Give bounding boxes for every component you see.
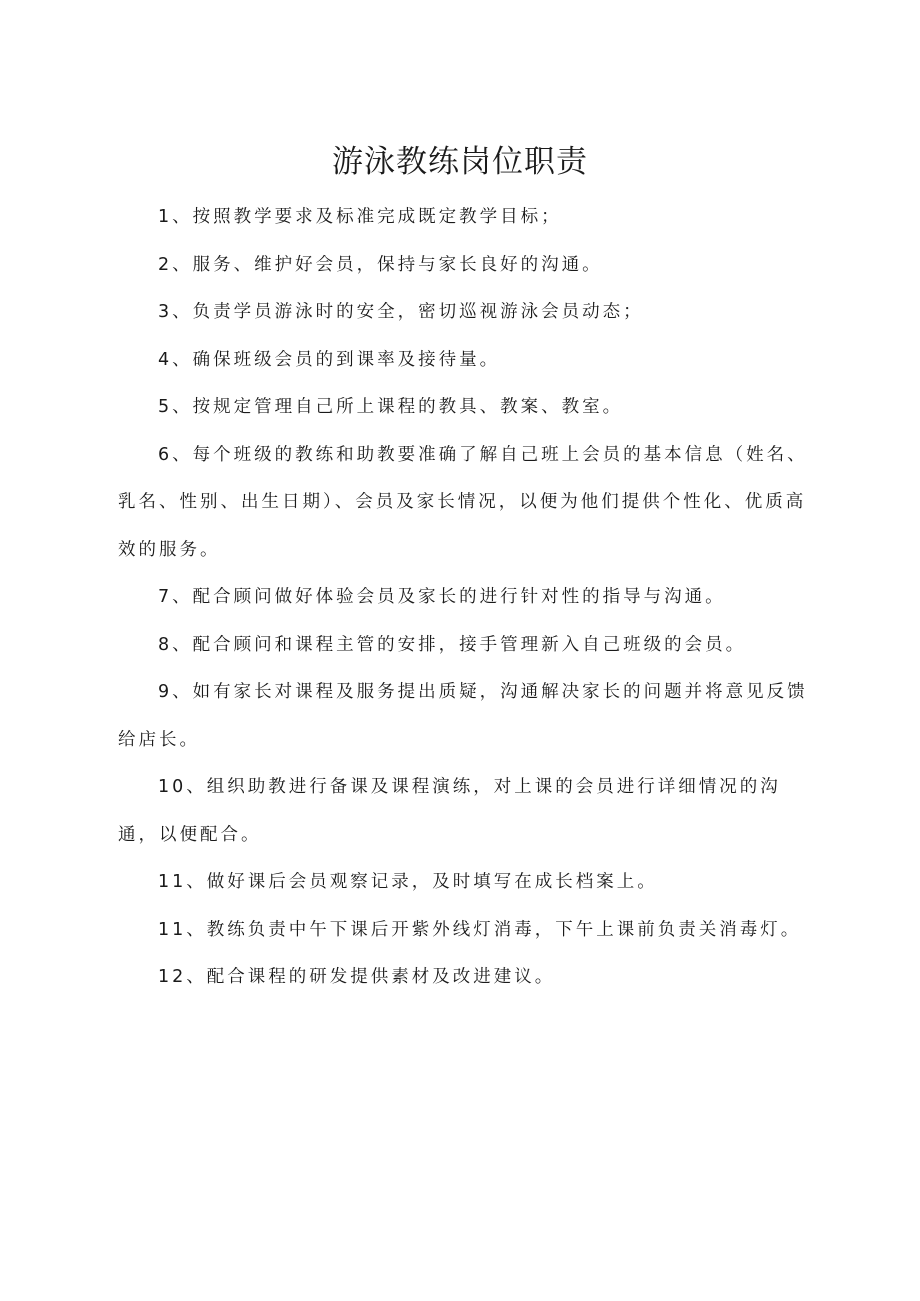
duty-item-7: 7、配合顾问做好体验会员及家长的进行针对性的指导与沟通。 xyxy=(158,587,726,607)
duty-item-4: 4、确保班级会员的到课率及接待量。 xyxy=(158,349,501,370)
duty-item-11b: 11、教练负责中午下课后开紫外线灯消毒，下午上课前负责关消毒灯。 xyxy=(158,919,802,940)
document-title: 游泳教练岗位职责 xyxy=(332,144,588,180)
duty-item-11a: 11、做好课后会员观察记录，及时填写在成长档案上。 xyxy=(158,872,658,892)
duty-item-9: 9、如有家长对课程及服务提出质疑，沟通解决家长的问题并将意见反馈给店长。 xyxy=(118,682,808,750)
duty-item-12: 12、配合课程的研发提供素材及改进建议。 xyxy=(158,967,556,987)
duty-item-1: 1、按照教学要求及标准完成既定教学目标； xyxy=(158,207,562,227)
duty-item-6: 6、每个班级的教练和助教要准确了解自己班上会员的基本信息（姓名、乳名、性别、出生日期）、会员及家长情况，以便为他们提供个性化、优质高效的服务。 xyxy=(118,444,808,560)
duty-item-8: 8、配合顾问和课程主管的安排，接手管理新入自己班级的会员。 xyxy=(158,634,747,655)
duty-item-3: 3、负责学员游泳时的安全，密切巡视游泳会员动态； xyxy=(158,302,644,322)
duty-item-5: 5、按规定管理自己所上课程的教具、教案、教室。 xyxy=(158,397,624,417)
duty-item-10: 10、组织助教进行备课及课程演练，对上课的会员进行详细情况的沟通，以便配合。 xyxy=(118,777,781,845)
duty-list xyxy=(118,194,818,1002)
duty-item-2: 2、服务、维护好会员，保持与家长良好的沟通。 xyxy=(158,254,603,275)
